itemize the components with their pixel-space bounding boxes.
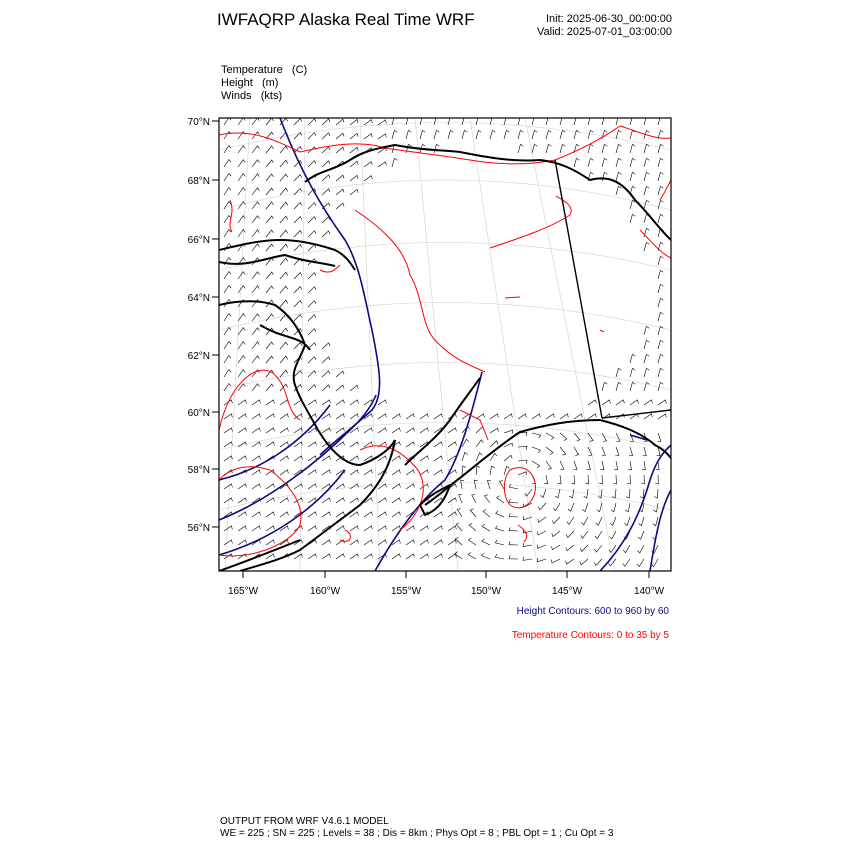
footer-settings-line: WE = 225 ; SN = 225 ; Levels = 38 ; Dis = 8km ; Phys Opt = 8 ; PBL Opt = 1 ; Cu Opt = 3 xyxy=(220,828,614,839)
lat-label: 64°N xyxy=(187,293,210,304)
init-time: Init: 2025-06-30_00:00:00 xyxy=(546,13,672,25)
field-label-temperature: Temperature (C) xyxy=(221,64,308,76)
lon-label: 155°W xyxy=(390,586,422,597)
height-contours-legend: Height Contours: 600 to 960 by 60 xyxy=(516,606,669,617)
lon-label: 145°W xyxy=(551,586,583,597)
lat-labels xyxy=(188,117,210,534)
footer-model-line: OUTPUT FROM WRF V4.6.1 MODEL xyxy=(220,816,389,827)
plot-background xyxy=(219,118,671,571)
lat-label: 58°N xyxy=(187,465,210,476)
lat-label: 70°N xyxy=(187,117,210,128)
lat-label: 56°N xyxy=(187,523,210,534)
field-label-height: Height (m) xyxy=(221,77,279,89)
lat-label: 68°N xyxy=(187,176,210,187)
lat-label: 60°N xyxy=(187,408,210,419)
lon-labels xyxy=(228,586,665,597)
valid-time: Valid: 2025-07-01_03:00:00 xyxy=(537,26,672,38)
lat-label: 62°N xyxy=(187,351,210,362)
lon-label: 140°W xyxy=(633,586,665,597)
field-label-winds: Winds (kts) xyxy=(221,90,283,102)
temperature-contours-legend: Temperature Contours: 0 to 35 by 5 xyxy=(511,630,669,641)
lon-label: 150°W xyxy=(470,586,502,597)
lon-label: 165°W xyxy=(227,586,259,597)
lat-label: 66°N xyxy=(187,235,210,246)
chart-title: IWFAQRP Alaska Real Time WRF xyxy=(217,10,475,29)
lon-label: 160°W xyxy=(309,586,341,597)
